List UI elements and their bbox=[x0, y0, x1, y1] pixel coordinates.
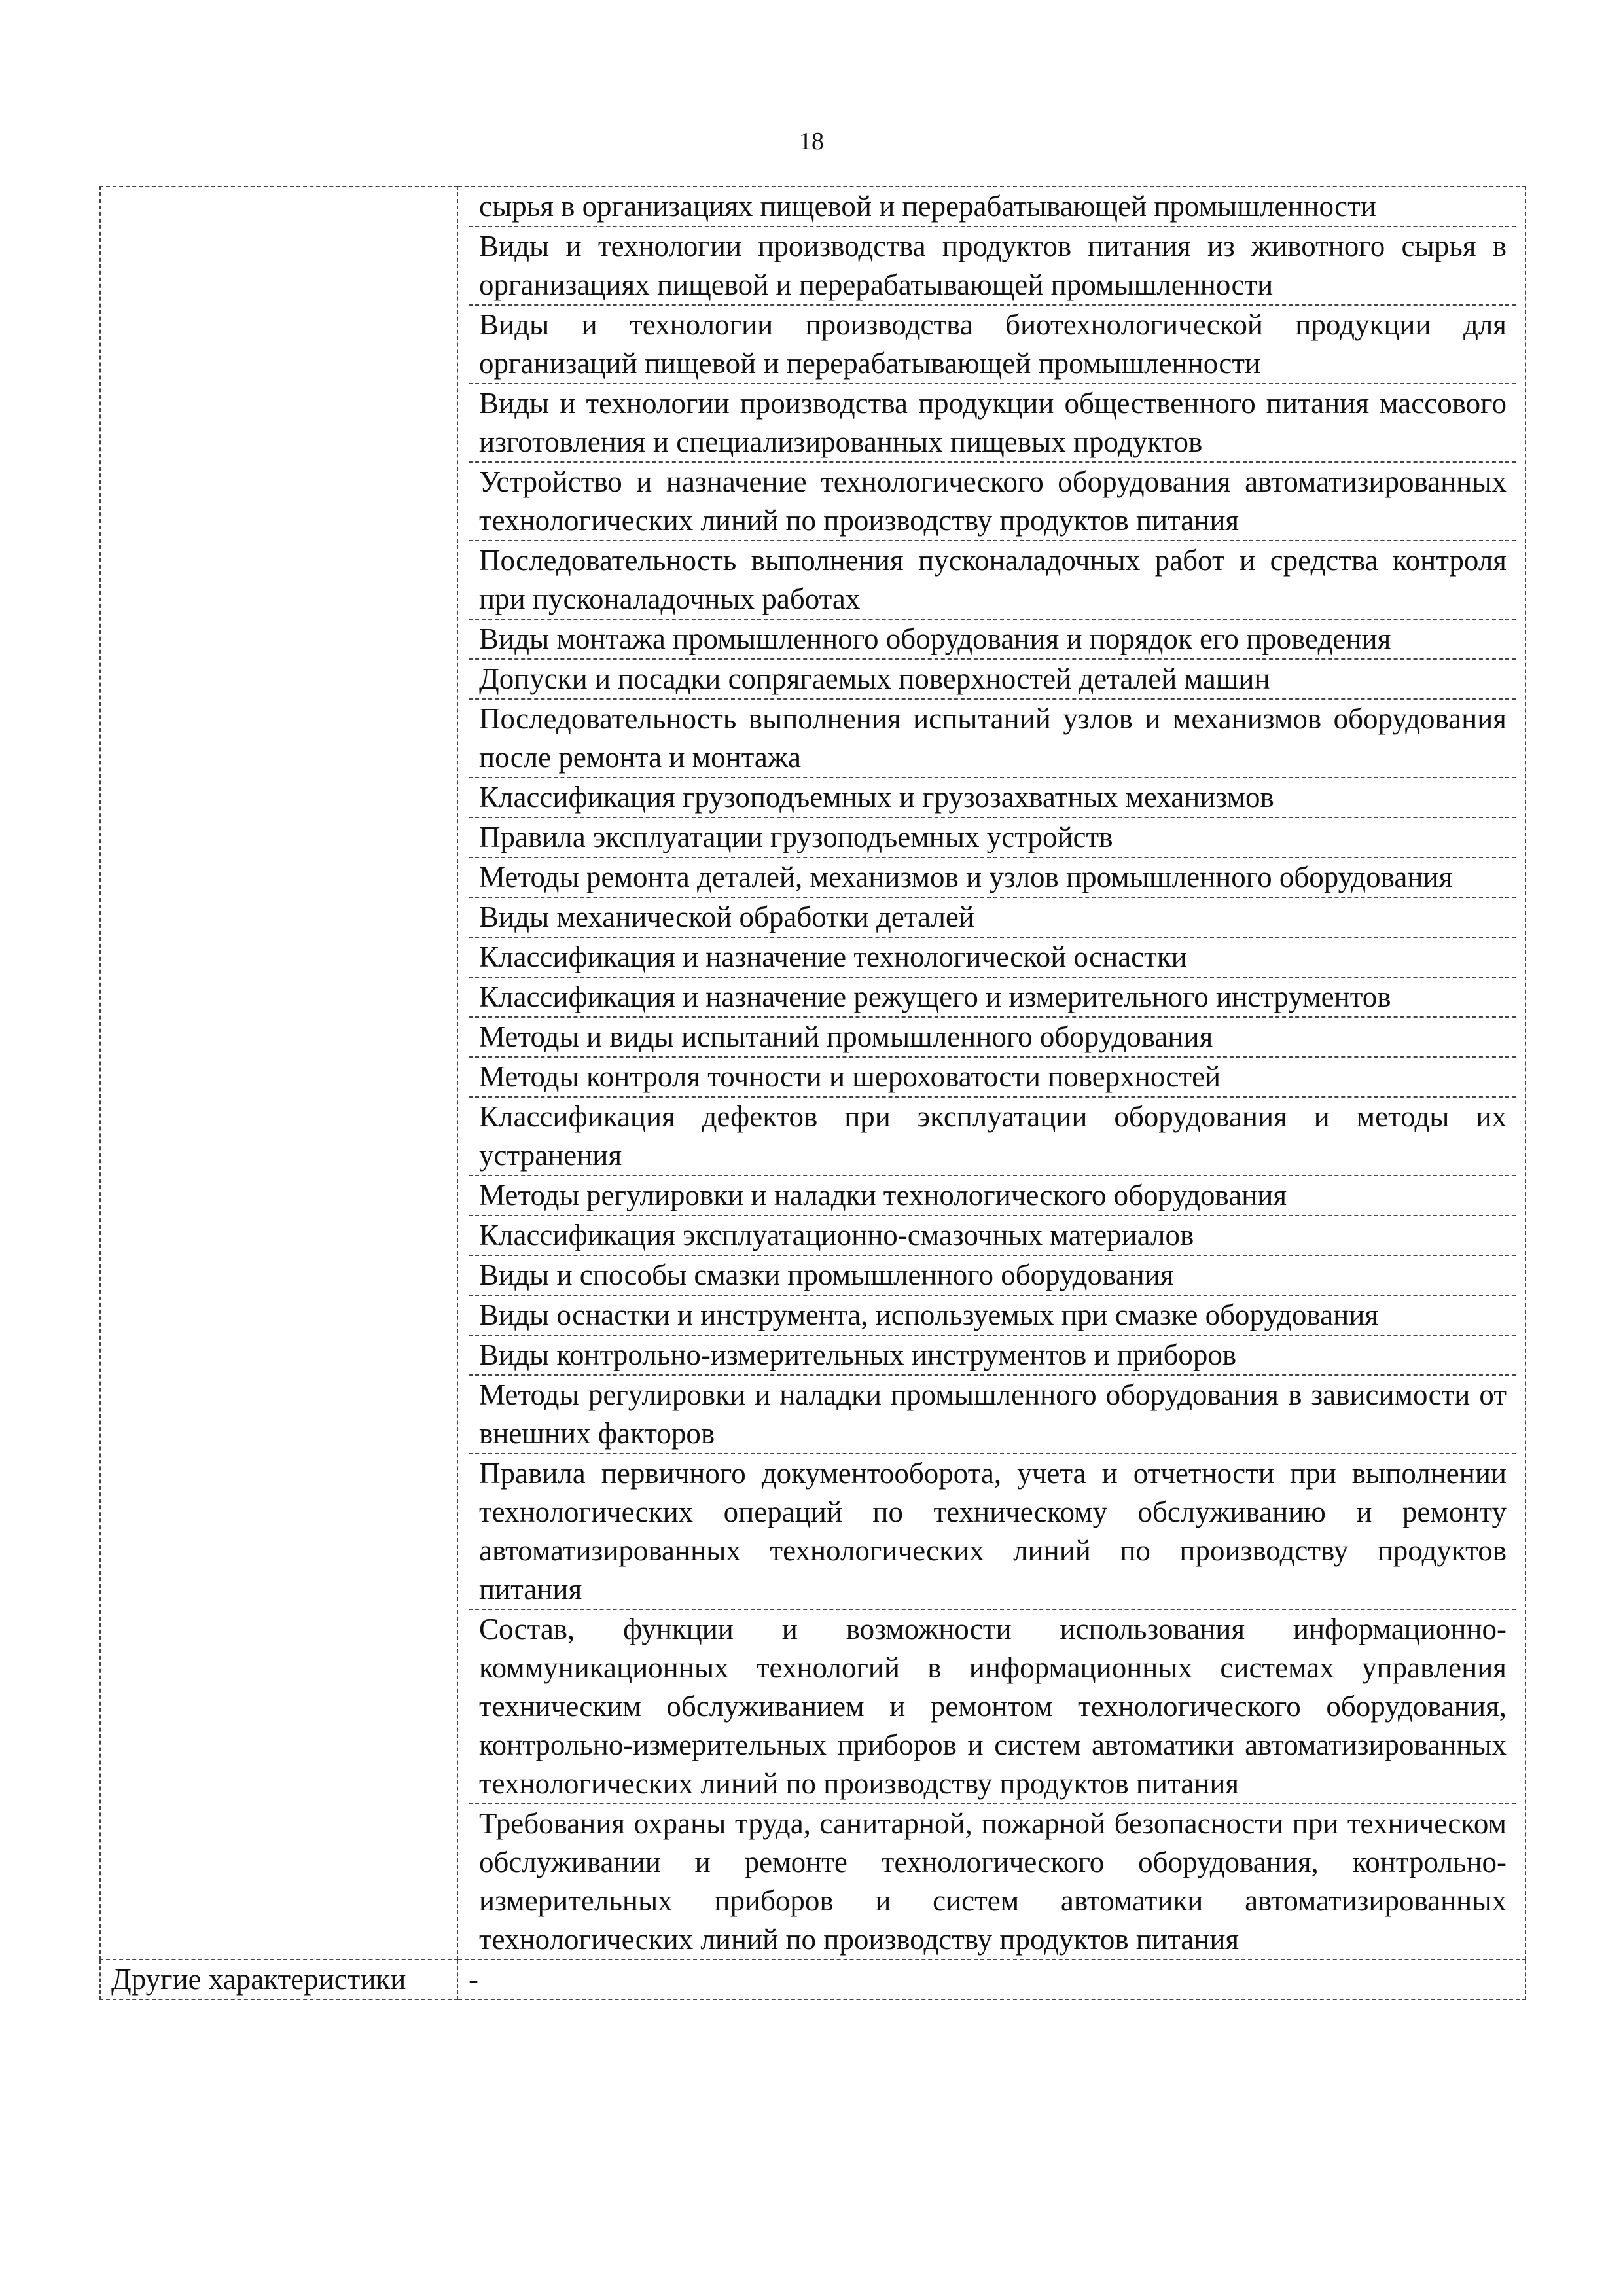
list-item: Виды оснастки и инструмента, используемых при смазке оборудования bbox=[469, 1296, 1516, 1336]
list-item: Виды и технологии производства продуктов питания из животного сырья в организациях пищевой и перерабатывающей промышленности bbox=[469, 227, 1516, 306]
other-characteristics-value: - bbox=[457, 1960, 1525, 2000]
list-item: Правила эксплуатации грузоподъемных устройств bbox=[469, 818, 1516, 858]
other-characteristics-row bbox=[100, 1960, 1525, 2000]
list-item: Классификация эксплуатационно-смазочных материалов bbox=[469, 1216, 1516, 1256]
list-item: Состав, функции и возможности использования информационно-коммуникационных технологий в информационных системах управления техническим обслуживанием и ремонтом технологического оборудования, контрольно-измерительных приборов и систем автоматики автоматизированных технологических линий по производству продуктов питания bbox=[469, 1610, 1516, 1804]
list-item: Допуски и посадки сопрягаемых поверхностей деталей машин bbox=[469, 660, 1516, 700]
list-item: Классификация дефектов при эксплуатации оборудования и методы их устранения bbox=[469, 1098, 1516, 1176]
knowledge-list bbox=[457, 187, 1525, 1960]
list-item: Классификация и назначение режущего и измерительного инструментов bbox=[469, 978, 1516, 1018]
list-item: Виды монтажа промышленного оборудования и порядок его проведения bbox=[469, 620, 1516, 660]
list-item: Классификация и назначение технологической оснастки bbox=[469, 938, 1516, 978]
list-item: Требования охраны труда, санитарной, пожарной безопасности при техническом обслуживании и ремонте технологического оборудования, контрольно-измерительных приборов и систем автоматики автоматизированных технологических линий по производству продуктов питания bbox=[479, 1807, 1507, 1956]
list-item: Правила первичного документооборота, учета и отчетности при выполнении технологических операций по техническому обслуживанию и ремонту автоматизированных технологических линий по производству продуктов питания bbox=[469, 1454, 1516, 1610]
list-item: Последовательность выполнения испытаний узлов и механизмов оборудования после ремонта и монтажа bbox=[469, 700, 1516, 778]
list-item: Методы ремонта деталей, механизмов и узлов промышленного оборудования bbox=[469, 858, 1516, 898]
list-item: Виды контрольно-измерительных инструментов и приборов bbox=[469, 1336, 1516, 1376]
list-item: Устройство и назначение технологического оборудования автоматизированных технологических линий по производству продуктов питания bbox=[469, 463, 1516, 541]
list-item: Виды и технологии производства биотехнологической продукции для организаций пищевой и перерабатывающей промышленности bbox=[469, 306, 1516, 384]
requirements-table bbox=[99, 186, 1526, 2000]
list-item: Методы контроля точности и шероховатости поверхностей bbox=[469, 1058, 1516, 1098]
list-item: Виды механической обработки деталей bbox=[469, 898, 1516, 938]
list-item: Виды и технологии производства продукции общественного питания массового изготовления и специализированных пищевых продуктов bbox=[469, 384, 1516, 463]
knowledge-row bbox=[100, 187, 1525, 1960]
list-item: Классификация грузоподъемных и грузозахватных механизмов bbox=[469, 778, 1516, 818]
list-item: Последовательность выполнения пусконаладочных работ и средства контроля при пусконаладочных работах bbox=[469, 541, 1516, 620]
list-item: Методы регулировки и наладки технологического оборудования bbox=[469, 1176, 1516, 1216]
page-number: 18 bbox=[799, 128, 824, 155]
list-item: Методы и виды испытаний промышленного оборудования bbox=[469, 1018, 1516, 1058]
list-item: Виды и способы смазки промышленного оборудования bbox=[469, 1256, 1516, 1296]
other-characteristics-label: Другие характеристики bbox=[100, 1960, 457, 2000]
list-item: Методы регулировки и наладки промышленного оборудования в зависимости от внешних факторов bbox=[469, 1376, 1516, 1454]
list-item: сырья в организациях пищевой и перерабатывающей промышленности bbox=[469, 187, 1516, 227]
empty-label-cell bbox=[100, 187, 457, 1960]
